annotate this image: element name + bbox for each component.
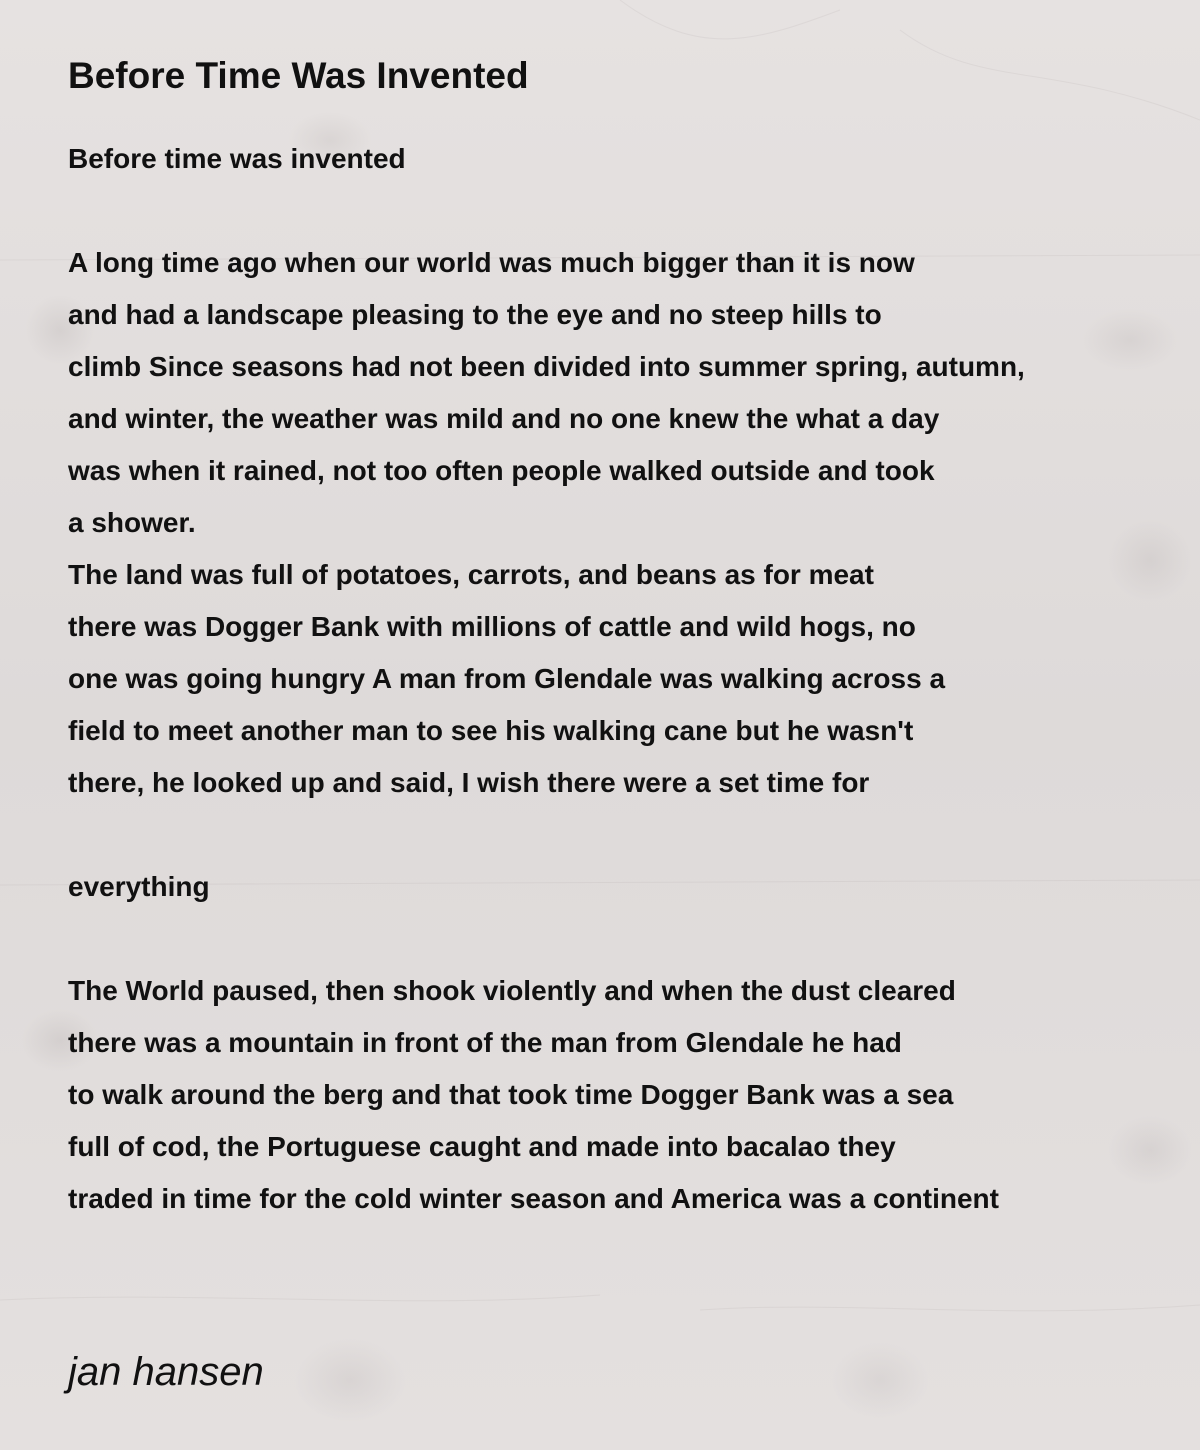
poem-card bbox=[68, 50, 1188, 1225]
poem-line: there was Dogger Bank with millions of cattle and wild hogs, no bbox=[68, 611, 916, 642]
poem-line: A long time ago when our world was much bigger than it is now bbox=[68, 247, 915, 278]
poem-line: everything bbox=[68, 871, 210, 902]
stanza bbox=[68, 861, 1188, 913]
poem-line: there, he looked up and said, I wish there were a set time for bbox=[68, 767, 870, 798]
poem-line: and had a landscape pleasing to the eye and no steep hills to bbox=[68, 299, 882, 330]
poem-line: Before time was invented bbox=[68, 143, 406, 174]
poem-line: to walk around the berg and that took time Dogger Bank was a sea bbox=[68, 1079, 954, 1110]
stanza-gap bbox=[68, 185, 1188, 237]
poem-line: traded in time for the cold winter season and America was a continent bbox=[68, 1183, 999, 1214]
poem-body bbox=[68, 133, 1188, 1225]
poem-line: a shower. bbox=[68, 507, 196, 538]
poem-line: and winter, the weather was mild and no one knew the what a day bbox=[68, 403, 940, 434]
poem-line: climb Since seasons had not been divided into summer spring, autumn, bbox=[68, 351, 1025, 382]
stanza bbox=[68, 965, 1188, 1225]
poem-line: The World paused, then shook violently and when the dust cleared bbox=[68, 975, 956, 1006]
poem-author: jan hansen bbox=[68, 1350, 264, 1394]
stanza bbox=[68, 237, 1188, 809]
stanza bbox=[68, 133, 1188, 185]
poem-line: field to meet another man to see his walking cane but he wasn't bbox=[68, 715, 914, 746]
poem-line: was when it rained, not too often people walked outside and took bbox=[68, 455, 935, 486]
poem-line: full of cod, the Portuguese caught and made into bacalao they bbox=[68, 1131, 896, 1162]
poem-line: one was going hungry A man from Glendale was walking across a bbox=[68, 663, 946, 694]
poem-line: The land was full of potatoes, carrots, and beans as for meat bbox=[68, 559, 874, 590]
poem-title: Before Time Was Invented bbox=[68, 55, 529, 96]
poem-line: there was a mountain in front of the man from Glendale he had bbox=[68, 1027, 902, 1058]
